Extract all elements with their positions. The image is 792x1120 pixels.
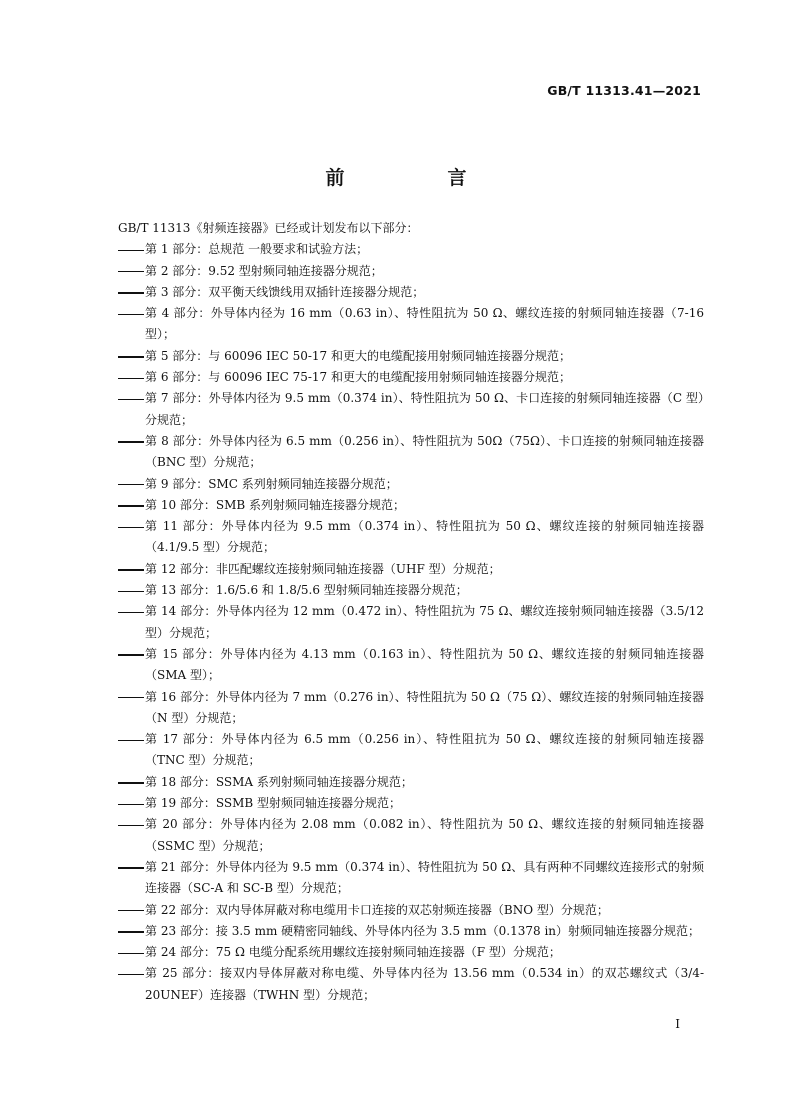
dash-marker [118,271,144,272]
list-item-text: 第 19 部分：SSMB 型射频同轴连接器分规范； [145,796,402,811]
list-item-text: 第 8 部分：外导体内径为 6.5 mm（0.256 in）、特性阻抗为 50Ω（75Ω）、卡口连接的射频同轴连接器（BNC 型）分规范； [145,433,704,470]
dash-marker [118,441,144,442]
dash-marker [118,782,144,783]
list-item [118,239,704,260]
dash-marker [118,527,144,528]
page-number: I [675,1017,680,1031]
list-item [118,495,704,516]
list-item [118,431,704,474]
list-item-text: 第 25 部分：接双内导体屏蔽对称电缆、外导体内径为 13.56 mm（0.534 in）的双芯螺纹式（3/4-20UNEF）连接器（TWHN 型）分规范； [145,966,704,1002]
dash-marker [118,654,144,655]
dash-marker [118,314,144,315]
dash-marker [118,292,144,293]
dash-marker [118,378,144,379]
list-item-text: 第 11 部分：外导体内径为 9.5 mm（0.374 in）、特性阻抗为 50 Ω、螺纹连接的射频同轴连接器（4.1/9.5 型）分规范； [145,519,704,555]
dash-marker [118,910,144,911]
dash-marker [118,250,144,251]
list-item [118,303,704,346]
dash-marker [118,569,144,570]
list-item-text: 第 22 部分：双内导体屏蔽对称电缆用卡口连接的双芯射频连接器（BNO 型）分规范； [145,902,609,917]
list-item-text: 第 14 部分：外导体内径为 12 mm（0.472 in）、特性阻抗为 75 Ω、螺纹连接射频同轴连接器（3.5/12 型）分规范； [145,604,704,640]
dash-marker [118,612,144,613]
list-item [118,900,704,921]
list-item-text: 第 16 部分：外导体内径为 7 mm（0.276 in）、特性阻抗为 50 Ω（75 Ω）、螺纹连接的射频同轴连接器（N 型）分规范； [145,689,704,725]
list-item [118,261,704,282]
dash-marker [118,867,144,868]
list-item [118,857,704,900]
page-title: 前 言 [325,166,509,189]
list-item [118,963,704,1006]
list-item [118,942,704,963]
list-item [118,814,704,857]
list-item [118,793,704,814]
dash-marker [118,591,144,592]
list-item [118,559,704,580]
list-item-text: 第 7 部分：外导体内径为 9.5 mm（0.374 in）、特性阻抗为 50 Ω、卡口连接的射频同轴连接器（C 型）分规范； [145,391,704,427]
list-item-text: 第 3 部分：双平衡天线馈线用双插针连接器分规范； [145,284,425,299]
foreword-intro: GB/T 11313《射频连接器》已经或计划发布以下部分： [118,221,419,235]
list-item [118,687,704,730]
list-item-text: 第 10 部分：SMB 系列射频同轴连接器分规范； [145,497,406,512]
list-item [118,921,704,942]
list-item [118,580,704,601]
list-item-text: 第 17 部分：外导体内径为 6.5 mm（0.256 in）、特性阻抗为 50 Ω、螺纹连接的射频同轴连接器（TNC 型）分规范； [145,732,704,768]
list-item [118,516,704,559]
list-item [118,729,704,772]
list-item [118,474,704,495]
list-item-text: 第 20 部分：外导体内径为 2.08 mm（0.082 in）、特性阻抗为 50 Ω、螺纹连接的射频同轴连接器（SSMC 型）分规范； [145,817,704,853]
dash-marker [118,804,144,805]
dash-marker [118,740,144,741]
dash-marker [118,953,144,954]
list-item-text: 第 13 部分：1.6/5.6 和 1.8/5.6 型射频同轴连接器分规范； [145,583,468,598]
list-item-text: 第 21 部分：外导体内径为 9.5 mm（0.374 in）、特性阻抗为 50 Ω、具有两种不同螺纹连接形式的射频连接器（SC-A 和 SC-B 型）分规范； [145,859,704,896]
list-item [118,282,704,303]
list-item [118,367,704,388]
foreword-body [118,218,704,1006]
list-item-text: 第 15 部分：外导体内径为 4.13 mm（0.163 in）、特性阻抗为 50 Ω、螺纹连接的射频同轴连接器（SMA 型）； [145,646,704,683]
dash-marker [118,484,144,485]
list-item-text: 第 24 部分：75 Ω 电缆分配系统用螺纹连接射频同轴连接器（F 型）分规范； [145,945,561,960]
dash-marker [118,825,144,826]
dash-marker [118,505,144,506]
list-item-text: 第 6 部分：与 60096 IEC 75-17 和更大的电缆配接用射频同轴连接器分规范； [145,370,571,385]
standard-code-header: GB/T 11313.41—2021 [547,83,701,98]
dash-marker [118,399,144,400]
list-item-text: 第 18 部分：SSMA 系列射频同轴连接器分规范； [145,774,413,789]
list-item-text: 第 4 部分：外导体内径为 16 mm（0.63 in）、特性阻抗为 50 Ω、螺纹连接的射频同轴连接器（7-16 型）； [145,306,704,342]
dash-marker [118,931,144,932]
list-item-text: 第 9 部分：SMC 系列射频同轴连接器分规范； [145,476,398,491]
list-item-text: 第 5 部分：与 60096 IEC 50-17 和更大的电缆配接用射频同轴连接器分规范； [145,348,571,363]
list-item [118,388,704,431]
dash-marker [118,974,144,975]
list-item-text: 第 23 部分：接 3.5 mm 硬精密同轴线、外导体内径为 3.5 mm（0.1378 in）射频同轴连接器分规范； [145,923,701,938]
list-item [118,346,704,367]
list-item-text: 第 12 部分：非匹配螺纹连接射频同轴连接器（UHF 型）分规范； [145,561,501,576]
list-item [118,644,704,687]
list-item [118,772,704,793]
list-item-text: 第 1 部分：总规范 一般要求和试验方法； [145,242,369,257]
list-item [118,601,704,644]
dash-marker [118,697,144,698]
parts-list [118,239,704,1006]
dash-marker [118,356,144,357]
list-item-text: 第 2 部分：9.52 型射频同轴连接器分规范； [145,263,383,278]
